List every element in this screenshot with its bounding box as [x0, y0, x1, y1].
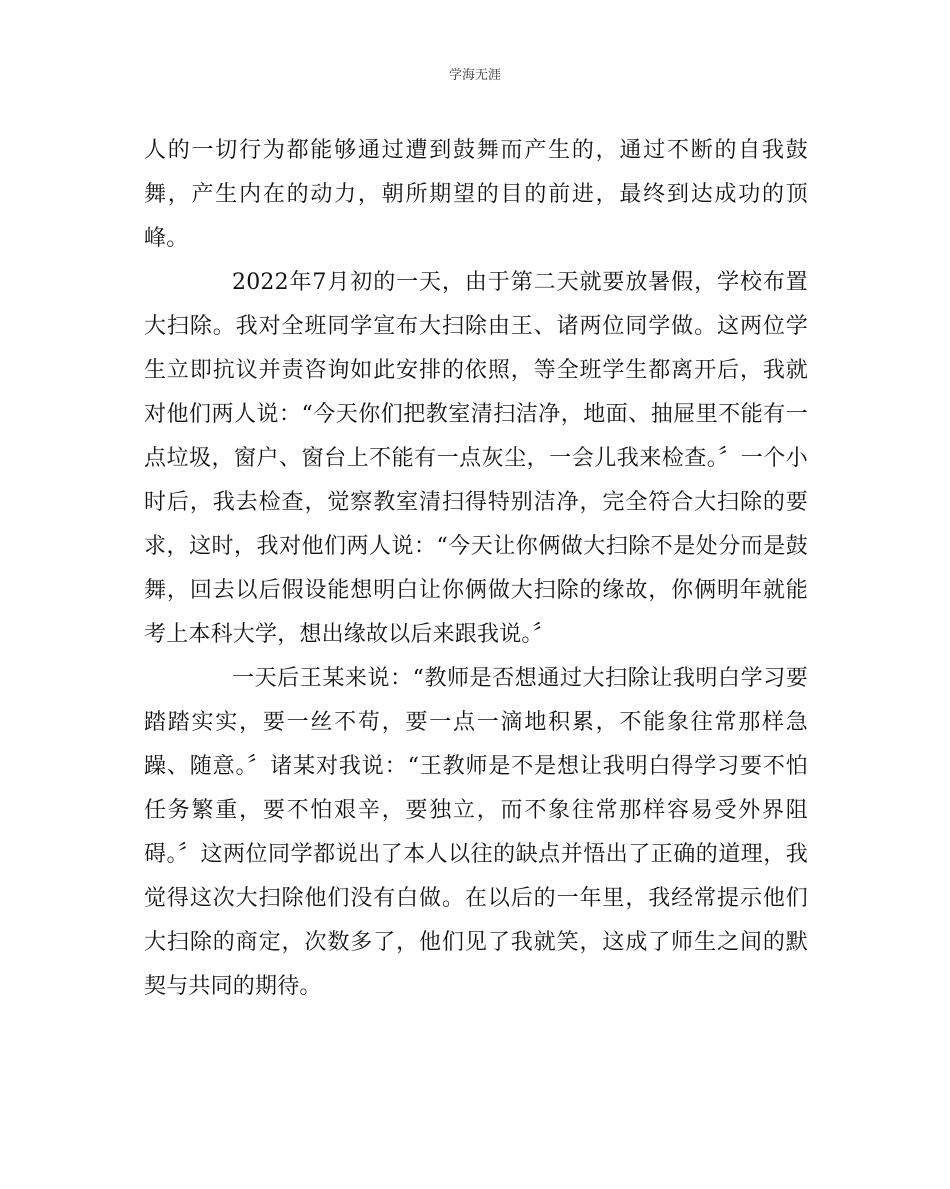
paragraph-3: 一天后王某来说：“教师是否想通过大扫除让我明白学习要踏踏实实，要一丝不苟，要一点一滴地积累，不能象往常那样急躁、随意。〞诸某对我说：“王教师是不是想让我明白得学习要不怕任务繁重，要不怕艰辛，要独立，而不象往常那样容易受外界阻碍。〞这两位同学都说出了本人以往的缺点并悟出了正确的道理，我觉得这次大扫除他们没有白做。在以后的一年里，我经常提示他们大扫除的商定，次数多了，他们见了我就笑，这成了师生之间的默契与共同的期待。 — [144, 666, 808, 999]
paragraph-2: 2022年7月初的一天，由于第二天就要放暑假，学校布置大扫除。我对全班同学宣布大扫除由王、诸两位同学做。这两位学生立即抗议并责咨询如此安排的依照，等全班学生都离开后，我就对他们两人说：“今天你们把教室清扫洁净，地面、抽屉里不能有一点垃圾，窗户、窗台上不能有一点灰尘，一会儿我来检查。〞一个小时后，我去检查，觉察教室清扫得特别洁净，完全符合大扫除的要求，这时，我对他们两人说：“今天让你俩做大扫除不是处分而是鼓舞，回去以后假设能想明白让你俩做大扫除的缘故，你俩明年就能考上本科大学，想出缘故以后来跟我说。〞 — [144, 270, 808, 647]
body-text — [144, 129, 808, 1009]
page-header: 学海无涯 — [448, 68, 501, 83]
paragraph-1: 人的一切行为都能够通过遭到鼓舞而产生的，通过不断的自我鼓舞，产生内在的动力，朝所期望的目的前进，最终到达成功的顶峰。 — [144, 138, 808, 251]
